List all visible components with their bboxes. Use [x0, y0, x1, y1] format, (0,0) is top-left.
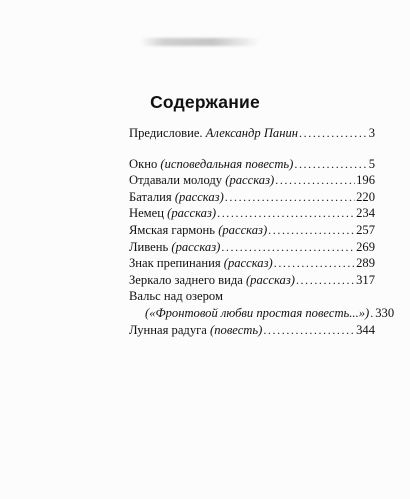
page-number: 344 — [356, 322, 375, 337]
page-number: 234 — [356, 206, 375, 221]
dot-leader — [221, 239, 355, 256]
dot-leader — [217, 205, 355, 222]
dot-leader — [263, 322, 355, 339]
page-number: 289 — [356, 256, 375, 271]
page-number: 269 — [356, 239, 375, 254]
toc-entry-waltz-subtitle: («Фронтовой любви простая повесть...») ..... 330 — [129, 305, 375, 322]
page-title: Содержание — [150, 92, 260, 112]
toc-entry: Ямская гармонь (рассказ) ..... 257 — [129, 222, 375, 239]
toc-entry: Зеркало заднего вида (рассказ) ..... 317 — [129, 272, 375, 289]
page-number: 317 — [356, 272, 375, 287]
dot-leader — [299, 125, 368, 142]
toc-entry: Знак препинания (рассказ) ..... 289 — [129, 255, 375, 272]
toc-entry: Ливень (рассказ) ..... 269 — [129, 239, 375, 256]
dot-leader — [274, 255, 355, 272]
toc-entry-preface: Предисловие. Александр Панин ..... 3 — [129, 125, 375, 142]
page-number: 3 — [368, 126, 375, 140]
toc-entry: Отдавали молоду (рассказ) ..... 196 — [129, 172, 375, 189]
table-of-contents — [129, 125, 395, 338]
toc-entry: Окно (исповедальная повесть) ..... 5 — [129, 156, 375, 173]
dot-leader — [370, 305, 374, 322]
page-number: 5 — [368, 156, 375, 171]
toc-entry: Немец (рассказ) ..... 234 — [129, 205, 375, 222]
page-number: 257 — [356, 222, 375, 237]
dot-leader — [296, 272, 355, 289]
dot-leader — [294, 156, 367, 173]
toc-entry: Баталия (рассказ) ..... 220 — [129, 189, 375, 206]
page-number: 330 — [375, 305, 395, 320]
dot-leader — [225, 189, 355, 206]
page-number: 196 — [356, 173, 375, 188]
dot-leader — [275, 172, 355, 189]
toc-entry: Лунная радуга (повесть) ..... 344 — [129, 322, 375, 339]
bleed-through-text — [140, 38, 260, 46]
toc-entry-waltz-title: Вальс над озером — [129, 289, 223, 304]
preface-author: Александр Панин — [205, 126, 299, 140]
dot-leader — [268, 222, 355, 239]
page-number: 220 — [356, 189, 375, 204]
